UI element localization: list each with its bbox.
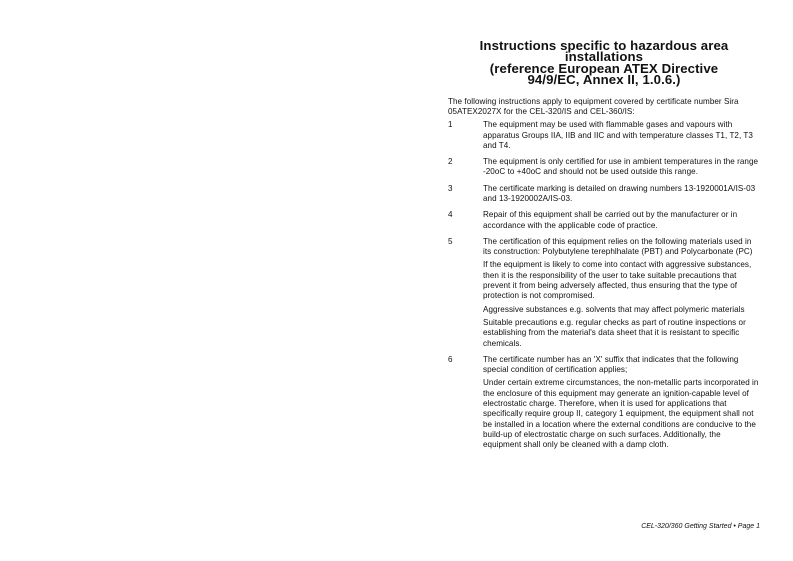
item-number: 4 — [448, 210, 453, 220]
item-paragraph: The certificate number has an 'X' suffix that indicates that the following special condition of certification applies; — [483, 354, 739, 375]
list-item — [448, 120, 760, 154]
list-item — [448, 157, 760, 181]
list-item — [448, 355, 760, 454]
title-line: (reference European ATEX Directive — [489, 60, 719, 76]
page-title — [448, 40, 760, 86]
item-paragraph: Repair of this equipment shall be carried out by the manufacturer or in accordance with the applicable code of practice. — [483, 210, 738, 230]
item-paragraph: Under certain extreme circumstances, the non-metallic parts incorporated in the enclosure of this equipment may generate an ignition-capable level of electrostatic charge. Therefore, when it is used for applications that specifically require group II, category 1 equipment, the equipment shall not be installed in a location where the external conditions are conducive to the build-up of electrostatic charge on such surfaces. Additionally, the equipment shall only be cleaned with a damp cloth. — [483, 378, 759, 450]
item-paragraph: Aggressive substances e.g. solvents that may affect polymeric materials — [483, 304, 745, 314]
item-paragraph: Suitable precautions e.g. regular checks as part of routine inspections or establishing from the material's data sheet that it is resistant to specific chemicals. — [483, 317, 746, 348]
list-item — [448, 237, 760, 352]
item-body — [483, 184, 760, 208]
item-number: 1 — [448, 120, 453, 130]
item-number: 6 — [448, 354, 453, 364]
document-page — [448, 40, 760, 457]
item-number: 3 — [448, 183, 453, 193]
item-paragraph: The certificate marking is detailed on drawing numbers 13-1920001A/IS-03 and 13-1920002A/IS-03. — [483, 183, 756, 203]
item-paragraph: If the equipment is likely to come into contact with aggressive substances, then it is the responsibility of the user to take suitable precautions that prevent it from being adversely affected, thus ensuring that the type of protection is not compromised. — [483, 260, 752, 301]
item-body — [483, 237, 760, 352]
title-line: Instructions specific to hazardous area — [479, 38, 729, 53]
page-footer: CEL-320/360 Getting Started • Page 1 — [641, 523, 760, 530]
item-body — [483, 157, 760, 181]
item-body — [483, 120, 760, 154]
title-line: 94/9/EC, Annex II, 1.0.6.) — [527, 72, 681, 88]
item-body — [483, 355, 760, 454]
item-number: 2 — [448, 157, 453, 167]
item-body — [483, 210, 760, 234]
list-item — [448, 184, 760, 208]
item-paragraph: The equipment may be used with flammable gases and vapours with apparatus Groups IIA, IIB and IIC and with temperature classes T1, T2, T3 and T4. — [483, 120, 753, 150]
item-number: 5 — [448, 236, 453, 246]
intro-paragraph: The following instructions apply to equipment covered by certificate number Sira 05ATEX2027X for the CEL-320/IS and CEL-360/IS: — [448, 96, 739, 116]
item-paragraph: The equipment is only certified for use in ambient temperatures in the range -20oC to +40oC and should not be used outside this range. — [483, 157, 759, 177]
list-item — [448, 210, 760, 234]
title-line: installations — [564, 49, 644, 65]
item-paragraph: The certification of this equipment relies on the following materials used in its construction: Polybutylene terephlhalate (PBT) and Polycarbonate (PC) — [483, 236, 753, 257]
